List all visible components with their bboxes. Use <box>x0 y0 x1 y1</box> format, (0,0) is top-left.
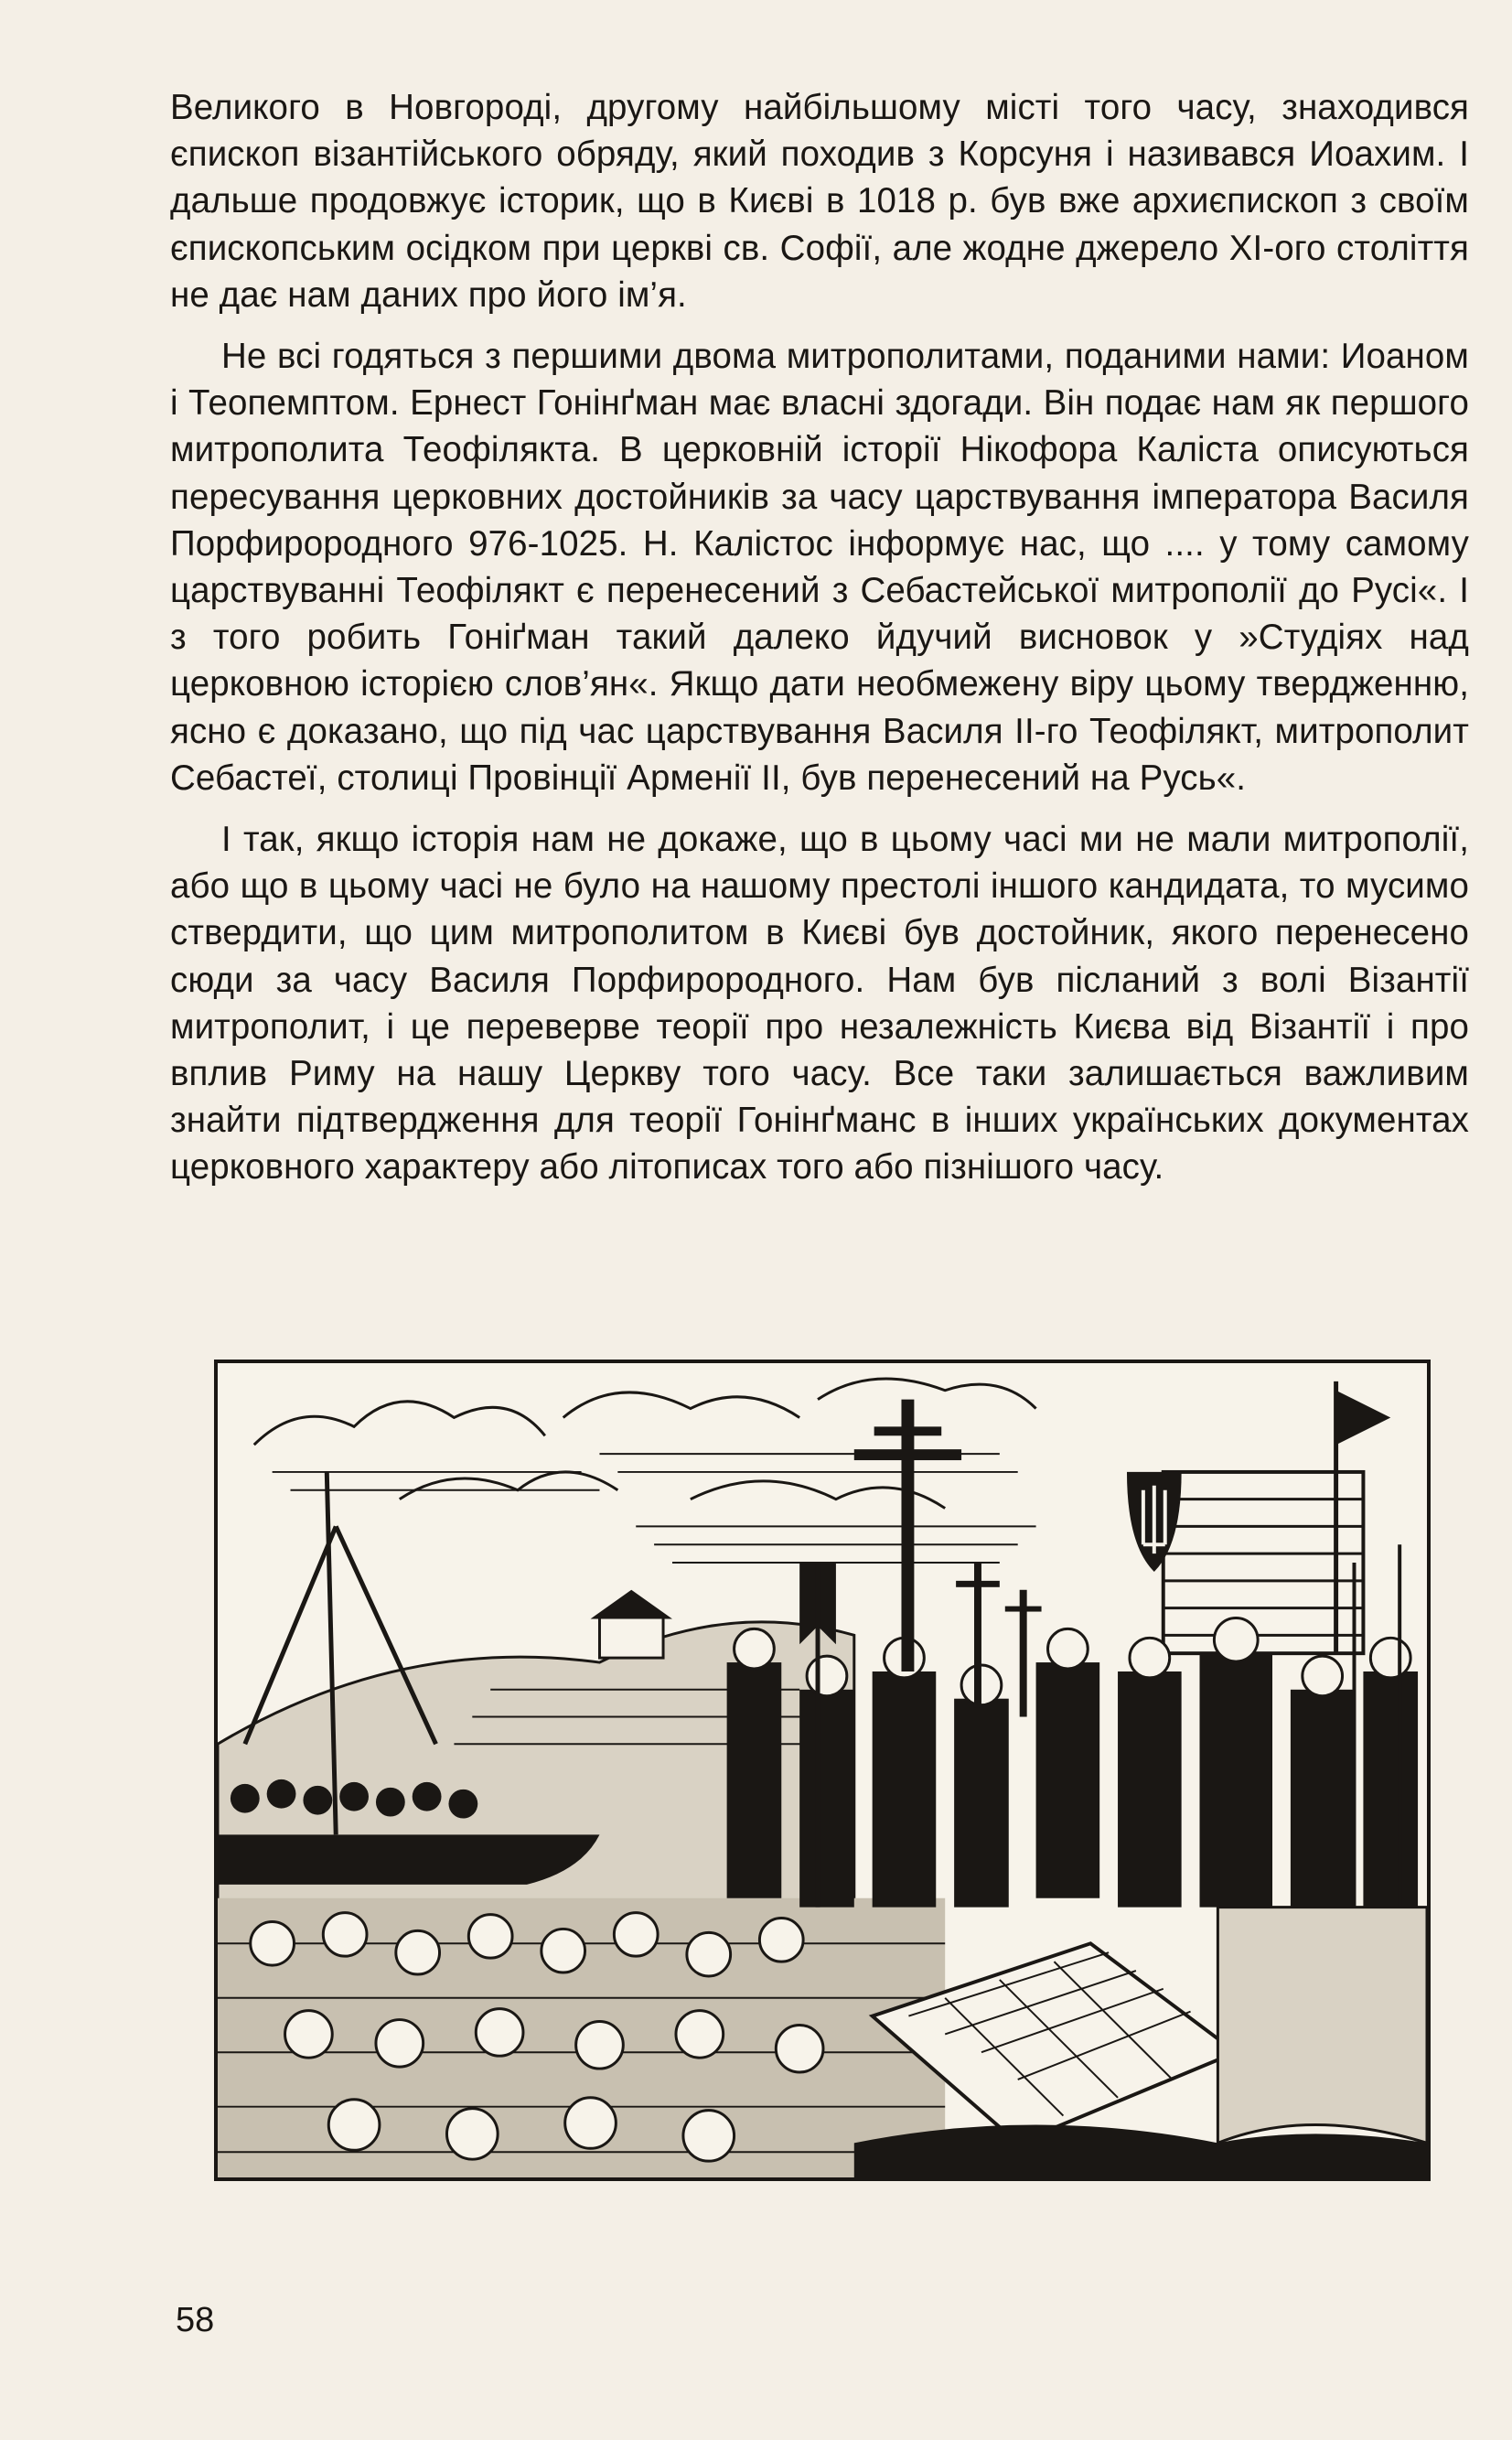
body-text <box>170 84 1469 1206</box>
paragraph-1: Великого в Новгороді, другому найбільшому місті того часу, знаходився єпископ візантійського обряду, який походив з Корсуня і називався Иоахим. І дальше продовжує історик, що в Києві в 1018 р. був вже архиєпископ з своїм єпископським осідком при церкві св. Софії, але жодне джерело XI-ого століття не дає нам даних про його ім’я. <box>170 88 1469 315</box>
paragraph-2: Не всі годяться з першими двома митрополитами, поданими нами: Иоаном і Теопемптом. Ернест Гонінґман має власні здогади. Він подає нам як першого митрополита Теофілякта. В церковній історії Нікофора Каліста описуються пересування церковних достойників за часу царствування імператора Василя Порфирородного 976-1025. Н. Калістос інформує нас, що .... у тому самому царствуванні Теофілякт є перенесений з Себастейської митрополії до Русі«. І з того робить Гоніґман такий далеко йдучий висновок у »Студіях над церковною історією слов’ян«. Якщо дати необмежену віру цьому твердженню, ясно є доказано, що під час царствування Василя ІІ-го Теофілякт, митрополит Себастеї, столиці Провінції Арменії II, був перенесений на Русь«. <box>170 337 1469 798</box>
page-number: 58 <box>176 2301 215 2339</box>
baptism-illustration <box>214 1360 1431 2181</box>
paragraph-3: І так, якщо історія нам не докаже, що в цьому часі ми не мали митрополії, або що в цьому часі не було на нашому престолі іншого кандидата, то мусимо ствердити, що цим митрополитом в Києві був достойник, якого перенесено сюди за часу Василя Порфирородного. Нам був післаний з волі Візантії митрополит, і це переверве теорії про незалежність Києва від Візантії і про вплив Риму на нашу Церкву того часу. Все таки залишається важливим знайти підтвердження для теорії Гонінґманс в інших українських документах церковного характеру або літописах того або пізнішого часу. <box>170 820 1469 1188</box>
engraving-image <box>218 1363 1427 2177</box>
